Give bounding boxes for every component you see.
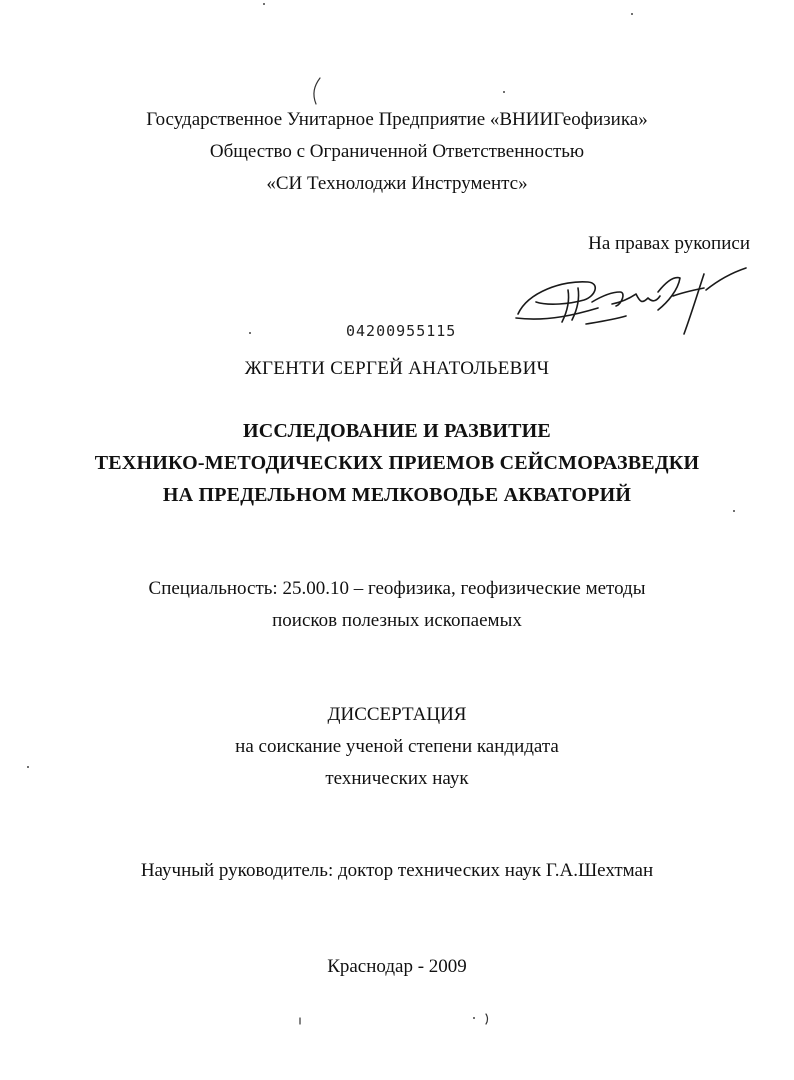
organization-line-2: Общество с Ограниченной Ответственностью — [209, 141, 585, 162]
document-number: 04200955115 — [346, 322, 457, 340]
thesis-title-line-2: ТЕХНИКО-МЕТОДИЧЕСКИХ ПРИЕМОВ СЕЙСМОРАЗВЕДКИ — [94, 452, 700, 474]
thesis-title-line-1: ИССЛЕДОВАНИЕ И РАЗВИТИЕ — [243, 420, 551, 442]
manuscript-rights-note: На правах рукописи — [588, 233, 750, 254]
author-name: ЖГЕНТИ СЕРГЕЙ АНАТОЛЬЕВИЧ — [244, 358, 550, 379]
specialty-line-1: Специальность: 25.00.10 – геофизика, геофизические методы — [148, 578, 646, 599]
organization-line-1: Государственное Унитарное Предприятие «ВНИИГеофизика» — [146, 109, 648, 130]
degree-line-2: технических наук — [325, 768, 469, 789]
organization-line-3: «СИ Технолоджи Инструментс» — [266, 173, 528, 194]
dissertation-heading: ДИССЕРТАЦИЯ — [327, 704, 467, 725]
degree-line-1: на соискание ученой степени кандидата — [235, 736, 559, 757]
scientific-advisor: Научный руководитель: доктор технических наук Г.А.Шехтман — [140, 860, 654, 881]
handwritten-signature — [508, 262, 758, 342]
thesis-title-line-3: НА ПРЕДЕЛЬНОМ МЕЛКОВОДЬЕ АКВАТОРИЙ — [162, 484, 632, 506]
city-and-year: Краснодар - 2009 — [327, 956, 467, 977]
specialty-line-2: поисков полезных ископаемых — [272, 610, 522, 631]
